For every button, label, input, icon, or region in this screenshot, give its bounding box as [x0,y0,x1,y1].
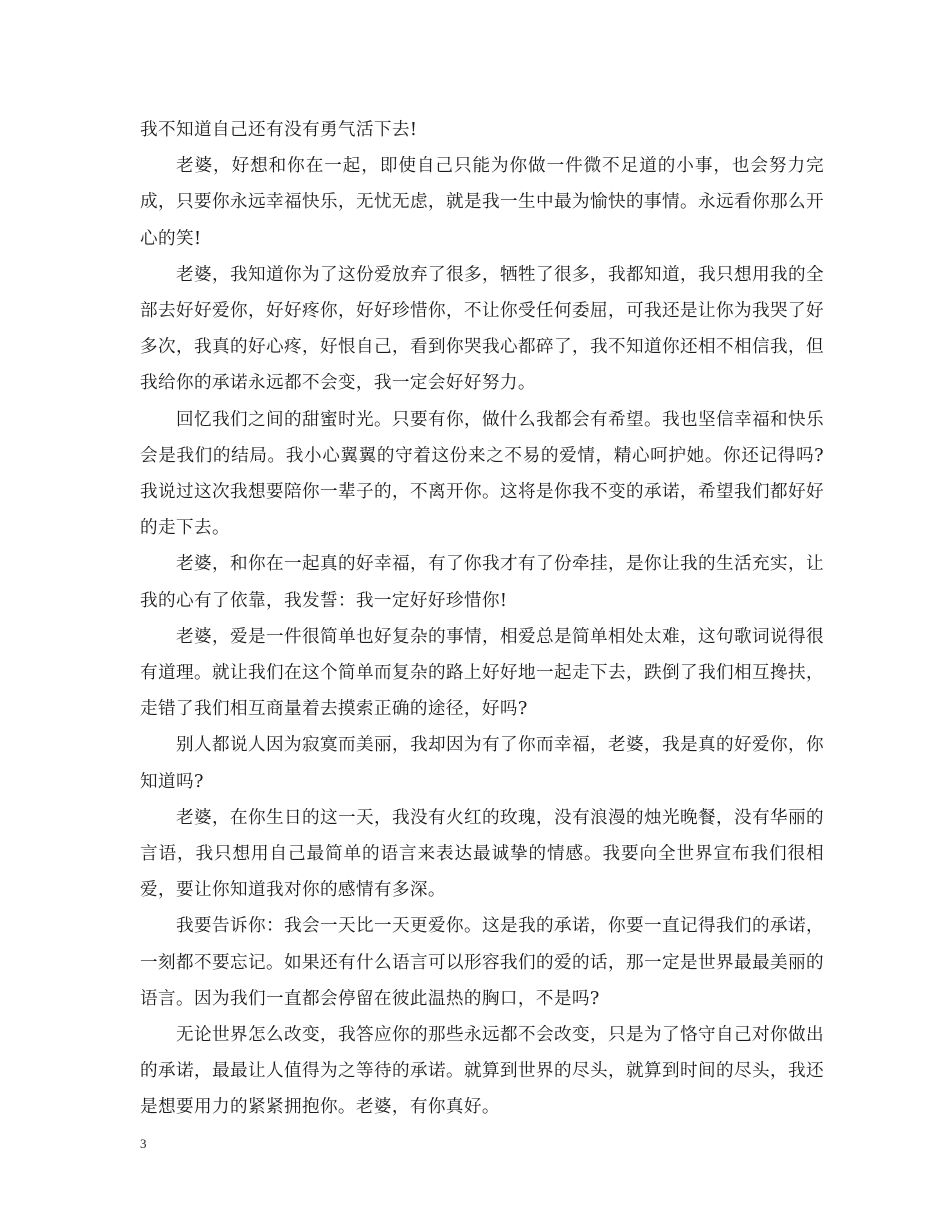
page-number: 3 [140,1136,147,1151]
paragraph: 老婆，爱是一件很简单也好复杂的事情，相爱总是简单相处太难，这句歌词说得很有道理。就让我们在这个简单而复杂的路上好好地一起走下去，跌倒了我们相互搀扶，走错了我们相互商量着去摸索正确的途径，好吗? [140,626,824,720]
document-body [140,112,824,1126]
paragraph: 老婆，好想和你在一起，即使自己只能为你做一件微不足道的小事，也会努力完成，只要你永远幸福快乐，无忧无虑，就是我一生中最为愉快的事情。永远看你那么开心的笑! [140,156,824,249]
paragraph: 无论世界怎么改变，我答应你的那些永远都不会改变，只是为了恪守自己对你做出的承诺，最最让人值得为之等待的承诺。就算到世界的尽头，就算到时间的尽头，我还是想要用力的紧紧拥抱你。老婆，有你真好。 [140,1025,824,1118]
paragraph: 我要告诉你：我会一天比一天更爱你。这是我的承诺，你要一直记得我们的承诺，一刻都不要忘记。如果还有什么语言可以形容我们的爱的话，那一定是世界最最美丽的语言。因为我们一直都会停留在彼此温热的胸口，不是吗? [140,916,824,1009]
paragraph: 老婆，和你在一起真的好幸福，有了你我才有了份牵挂，是你让我的生活充实，让我的心有了依靠，我发誓：我一定好好珍惜你! [140,554,824,611]
paragraph: 回忆我们之间的甜蜜时光。只要有你，做什么我都会有希望。我也坚信幸福和快乐会是我们的结局。我小心翼翼的守着这份来之不易的爱情，精心呵护她。你还记得吗?我说过这次我想要陪你一辈子的，不离开你。这将是你我不变的承诺，希望我们都好好的走下去。 [140,409,824,539]
paragraph: 别人都说人因为寂寞而美丽，我却因为有了你而幸福，老婆，我是真的好爱你，你知道吗? [140,735,824,792]
paragraph: 我不知道自己还有没有勇气活下去! [140,120,418,140]
paragraph: 老婆，我知道你为了这份爱放弃了很多，牺牲了很多，我都知道，我只想用我的全部去好好爱你，好好疼你，好好珍惜你，不让你受任何委屈，可我还是让你为我哭了好多次，我真的好心疼，好恨自己，看到你哭我心都碎了，我不知道你还相不相信我，但我给你的承诺永远都不会变，我一定会好好努力。 [140,264,824,394]
paragraph: 老婆，在你生日的这一天，我没有火红的玫瑰，没有浪漫的烛光晚餐，没有华丽的言语，我只想用自己最简单的语言来表达最诚挚的情感。我要向全世界宣布我们很相爱，要让你知道我对你的感情有多深。 [140,807,824,901]
